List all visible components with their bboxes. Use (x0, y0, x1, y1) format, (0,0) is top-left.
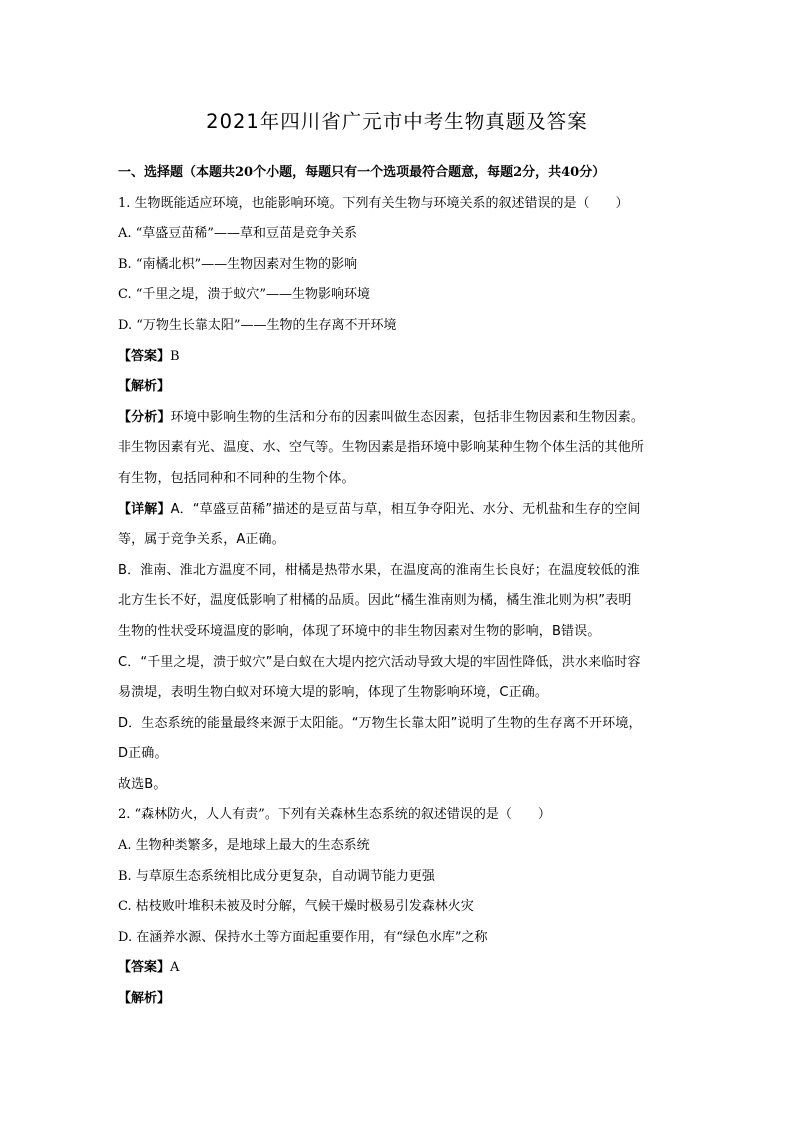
question-2-analysis-tag: 【解析】 (118, 991, 171, 1007)
fenxi-text: 环境中影响生物的生活和分布的因素叫做生态因素，包括非生物因素和生物因素。 (170, 409, 645, 425)
question-2-stem: 2. “森林防火，人人有责”。下列有关森林生态系统的叙述错误的是（ ） (118, 807, 551, 823)
question-1-fenxi-line: 非生物因素有光、温度、水、空气等。生物因素是指环境中影响某种生物个体生活的其他所 (118, 440, 645, 456)
detail-text: A．“草盛豆苗稀”描述的是豆苗与草，相互争夺阳光、水分、无机盐和生存的空间 (170, 501, 641, 517)
question-2-option-c: C. 枯枝败叶堆积未被及时分解，气候干燥时极易引发森林火灾 (118, 899, 474, 915)
answer-value: B (170, 348, 180, 364)
question-2-answer (118, 955, 684, 986)
question-2-option-a: A. 生物种类繁多，是地球上最大的生态系统 (118, 838, 370, 854)
question-1-stem: 1. 生物既能适应环境，也能影响环境。下列有关生物与环境关系的叙述错误的是（ ） (118, 195, 629, 211)
answer-tag: 【答案】 (118, 960, 171, 976)
question-1-detail-line (118, 497, 684, 528)
question-1-detail-line: 易溃堤，表明生物白蚁对环境大堤的影响，体现了生物影响环境，C正确。 (118, 685, 549, 701)
question-1-option-d: D. “万物生长靠太阳”——生物的生存离不开环境 (118, 317, 397, 333)
question-1-detail-line: 北方生长不好，温度低影响了柑橘的品质。因此“橘生淮南则为橘，橘生淮北则为枳”表明 (118, 593, 632, 609)
question-1-detail-line: B．淮南、淮北方温度不同，柑橘是热带水果，在温度高的淮南生长良好；在温度较低的淮 (118, 562, 640, 578)
question-1-fenxi-line (118, 405, 684, 436)
xiangjie-tag: 【详解】 (118, 501, 171, 517)
section-heading: 一、选择题（本题共20个小题，每题只有一个选项最符合题意，每题2分，共40分） (118, 165, 606, 180)
question-2-option-d: D. 在涵养水源、保持水土等方面起重要作用，有“绿色水库”之称 (118, 929, 488, 945)
question-1-analysis-tag: 【解析】 (118, 379, 171, 395)
question-1-option-b: B. “南橘北枳”——生物因素对生物的影响 (118, 256, 358, 272)
question-2-option-b: B. 与草原生态系统相比成分更复杂，自动调节能力更强 (118, 868, 435, 884)
question-1-detail-line: D正确。 (118, 746, 168, 762)
question-1-detail-line: D．生态系统的能量最终来源于太阳能。“万物生长靠太阳”说明了生物的生存离不开环境， (118, 715, 642, 731)
document-body (118, 160, 684, 1017)
question-1-option-a: A. “草盛豆苗稀”——草和豆苗是竞争关系 (118, 226, 357, 242)
question-1-detail-line: 等，属于竞争关系，A正确。 (118, 532, 285, 548)
fenxi-tag: 【分析】 (118, 409, 171, 425)
answer-tag: 【答案】 (118, 348, 171, 364)
question-1-fenxi-line: 有生物，包括同种和不同种的生物个体。 (118, 470, 355, 486)
question-1-conclusion: 故选B。 (118, 776, 167, 792)
question-1-detail-line: 生物的性状受环境温度的影响，体现了环境中的非生物因素对生物的影响，B错误。 (118, 623, 601, 639)
document-title: 2021年四川省广元市中考生物真题及答案 (206, 110, 588, 133)
question-1-answer (118, 344, 684, 375)
answer-value: A (170, 960, 180, 976)
question-1-option-c: C. “千里之堤，溃于蚁穴”——生物影响环境 (118, 287, 371, 303)
question-1-detail-line: C．“千里之堤，溃于蚁穴”是白蚁在大堤内挖穴活动导致大堤的牢固性降低，洪水来临时容 (118, 654, 641, 670)
